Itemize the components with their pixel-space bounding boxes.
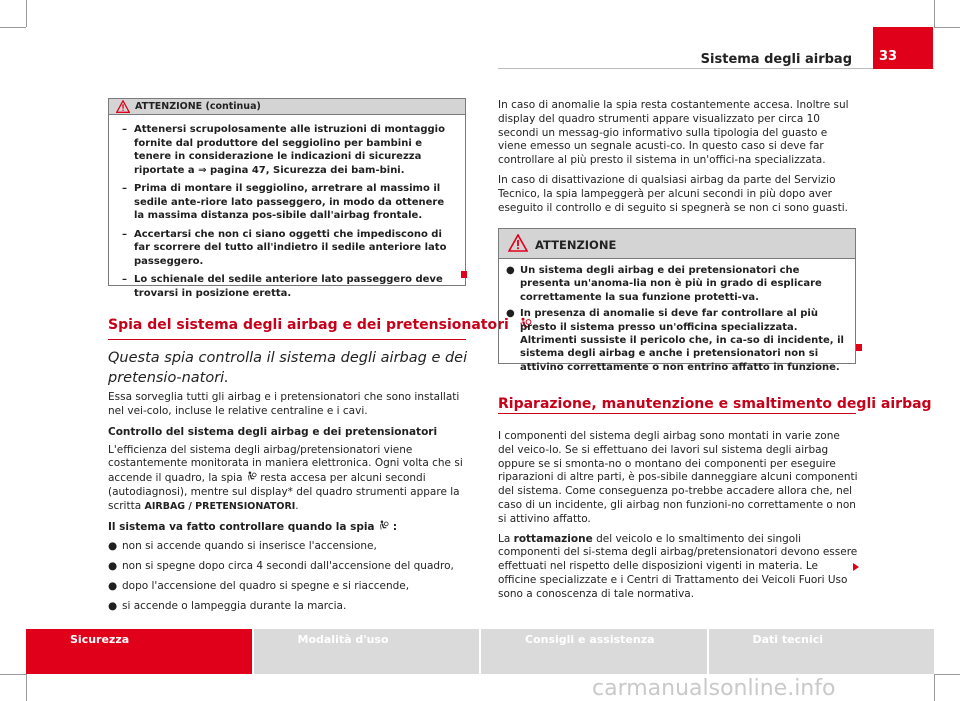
paragraph: In caso di anomalie la spia resta costantemente accesa. Inoltre sul display del quadro strumenti appare visualizzato per circa 10 secondi un messag-gio informativo sulla tipologia del guasto e viene emesso un segnale acusti-co. In questo caso si deve far controllare al più presto il sistema in un'offici-na specializzata. (498, 99, 849, 167)
paragraph: In caso di disattivazione di qualsiasi airbag da parte del Servizio Tecnico, la spia lampeggerà per alcuni secondi in più dopo aver eseguito il controllo e di seguito si spegnerà se non ci sono guasti. (498, 173, 848, 214)
warning-item-text: Accertarsi che non ci siano oggetti che impediscono di far scorrere del tutto all'indietro il sedile anteriore lato passeggero. (134, 228, 447, 267)
bullet-marker: ● (108, 539, 118, 552)
bullet-marker: ● (506, 265, 515, 276)
display-message-text: AIRBAG / PRETENSIONATORI (144, 500, 296, 512)
warning-triangle-icon (508, 234, 528, 252)
attention-item-text: Un sistema degli airbag e dei pretensionatori che presenta un'anoma-lia non è più in grado di esplicare correttamente la sua funzione protetti-va. (520, 265, 822, 303)
crop-mark (26, 0, 27, 27)
dash-marker: – (122, 274, 127, 285)
subheading (108, 520, 470, 534)
attention-box (498, 228, 856, 373)
warning-triangle-icon (116, 100, 130, 113)
attention-box-title: ATTENZIONE (535, 238, 617, 252)
tab-dati-tecnici[interactable]: Dati tecnici (709, 629, 935, 674)
continue-arrow-icon (853, 563, 859, 571)
bullet-marker: ● (108, 599, 118, 612)
attention-box-body (499, 259, 855, 374)
crop-mark (26, 674, 27, 701)
warning-item-text: Attenersi scrupolosamente alle istruzioni di montaggio fornite dal produttore del seggiolino per bambini e tenere in considerazione le indicazioni di sicurezza riportate a ⇒ pagina 47, Sicurezza dei bam-bini. (134, 124, 445, 176)
section-heading-rule (498, 413, 856, 414)
warning-box-header (109, 99, 465, 115)
watermark-text: carmanualsonline.info (592, 676, 836, 701)
paragraph-text: L'efficienza del sistema degli airbag/pretensionatori viene costantemente monitorata in maniera elettronica. Ogni volta che si accende il quadro, la spia (108, 443, 463, 485)
list-item-text: si accende o lampeggia durante la marcia. (122, 599, 347, 612)
list-item (108, 599, 470, 613)
paragraph (108, 444, 470, 514)
subheading-text: Il sistema va fatto controllare quando la spia (108, 520, 375, 533)
section-body (498, 430, 858, 608)
paragraph: I componenti del sistema degli airbag sono montati in varie zone del veico-lo. Se si effettuano dei lavori sul sistema degli airbag oppure se si smonta-no o montano dei componenti per eseguire riparazioni di altre parti, è pos-sibile danneggiare alcuni componenti del sistema. Come conseguenza po-trebbe accadere allora che, nel caso di un incidente, gli airbag non funzioni-no correttamente o non si attivino affatto. (498, 430, 858, 525)
warning-box-title: ATTENZIONE (continua) (135, 101, 261, 112)
tab-sicurezza[interactable]: Sicurezza (26, 629, 252, 674)
paragraph: Essa sorveglia tutti gli airbag e i pretensionatori che sono installati nel vei-colo, incluse le relative centraline e i cavi. (108, 391, 460, 417)
header-rule (498, 68, 934, 69)
crop-mark (934, 674, 960, 675)
airbag-warning-lamp-icon (378, 520, 389, 531)
left-column-body (108, 391, 470, 619)
footer-chapter-tabs (26, 629, 934, 674)
right-column-body (498, 99, 856, 221)
crop-mark (934, 27, 960, 28)
section-heading-airbag-lamp (108, 317, 532, 333)
tab-modalita-uso[interactable]: Modalità d'uso (254, 629, 480, 674)
section-intro: Questa spia controlla il sistema degli airbag e dei pretensio-natori. (108, 350, 468, 386)
warning-item-text: Lo schienale del sedile anteriore lato passeggero deve trovarsi in posizione eretta. (134, 274, 443, 299)
warning-item (122, 228, 453, 269)
attention-box-header (499, 229, 855, 259)
airbag-warning-lamp-icon (246, 471, 257, 482)
warning-box-continued (108, 98, 466, 299)
crop-mark (0, 674, 26, 675)
attention-item (506, 264, 847, 304)
end-of-section-marker (461, 271, 467, 278)
warning-item (122, 182, 453, 223)
dash-marker: – (122, 124, 127, 135)
subheading: Controllo del sistema degli airbag e dei pretensionatori (108, 425, 438, 438)
end-of-section-marker (856, 344, 862, 351)
tab-consigli-assistenza[interactable]: Consigli e assistenza (481, 629, 707, 674)
list-item-text: non si spegne dopo circa 4 secondi dall'accensione del quadro, (122, 559, 454, 572)
crop-mark (934, 674, 935, 701)
list-item (108, 579, 470, 593)
paragraph-text: resta accesa per alcuni secondi (autodiagnosi), mentre sul display* del quadro strumenti appare la scritta (108, 472, 460, 512)
paragraph-text: . (295, 499, 299, 512)
bullet-marker: ● (108, 579, 118, 592)
paragraph (498, 533, 858, 602)
dash-marker: – (122, 183, 127, 194)
list-item-text: dopo l'accensione del quadro si spegne e si riaccende, (122, 579, 410, 592)
crop-mark (0, 27, 26, 28)
list-item-text: non si accende quando si inserisce l'accensione, (122, 539, 377, 552)
page-number: 33 (873, 27, 933, 69)
section-heading-repair: Riparazione, manutenzione e smaltimento degli airbag (498, 396, 932, 412)
list-item (108, 559, 470, 573)
bold-term: rottamazione (513, 532, 593, 545)
crop-mark (934, 0, 935, 27)
subheading-text: : (392, 520, 398, 533)
list-item (108, 539, 470, 553)
warning-item (122, 273, 453, 300)
warning-box-body (109, 115, 465, 300)
section-heading-text: Spia del sistema degli airbag e dei pretensionatori (108, 317, 509, 333)
dash-marker: – (122, 228, 127, 240)
attention-item-text: In presenza di anomalie si deve far controllare al più presto il sistema presso un'officina specializzata. Altrimenti sussiste il pericolo che, in ca-so di incidente, il sistema degli airbag e anche i pretensionatori non si attivino correttamente o non entrino affatto in funzione. (520, 308, 844, 373)
section-heading-rule (108, 339, 466, 340)
running-header-title: Sistema degli airbag (700, 52, 852, 67)
paragraph-text: del veicolo e lo smaltimento dei singoli componenti del si-stema degli airbag/pretensionatori devono essere effettuati nel rispetto delle disposizioni vigenti in materia. Le officine specializzate e i Centri di Trattamento dei Veicoli Fuori Uso sono a conoscenza di tale normativa. (498, 532, 858, 600)
paragraph-text: La (498, 532, 511, 545)
attention-item (506, 307, 847, 374)
bullet-marker: ● (108, 559, 118, 572)
warning-item (122, 123, 453, 177)
warning-item-text: Prima di montare il seggiolino, arretrare al massimo il sedile ante-riore lato passeggero, in modo da ottenere la massima distanza pos-sibile dall'airbag frontale. (134, 183, 445, 221)
bullet-marker: ● (506, 308, 515, 320)
